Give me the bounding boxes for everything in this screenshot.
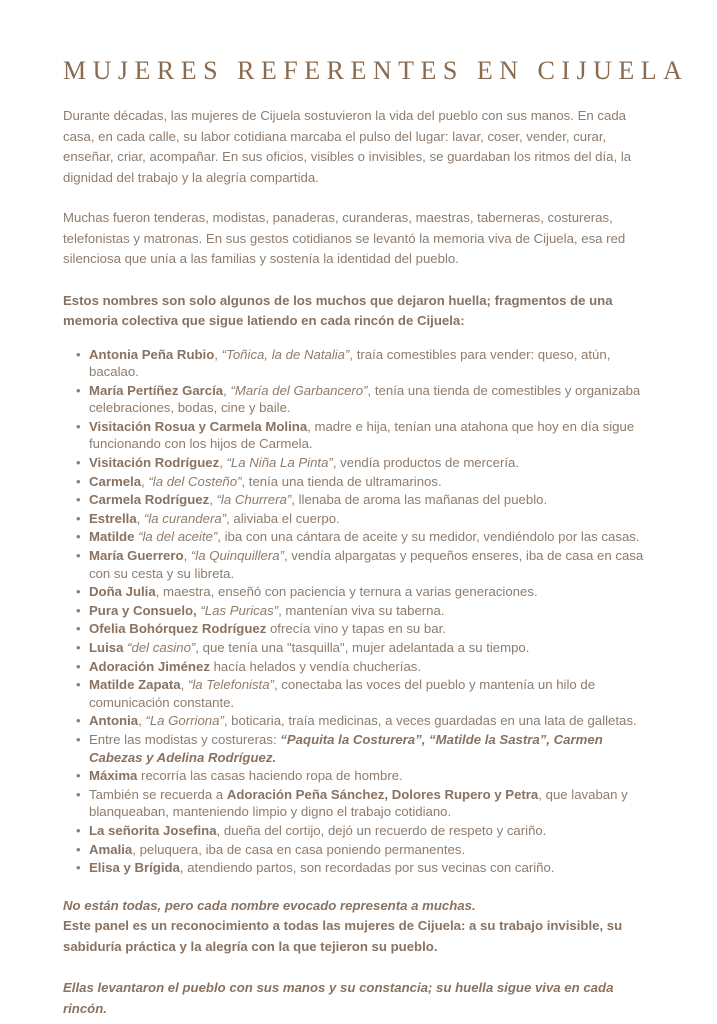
list-item-segment: , vendía productos de mercería. [332,455,520,471]
list-item-segment: , [223,382,231,398]
list-item-segment: , tenía una tienda de comestibles y organizaba celebraciones, bodas, cine y baile. [89,382,641,416]
list-item-segment: María Pertíñez García [89,382,224,398]
list-item [89,454,655,472]
list-item-segment: Pura y Consuelo, [89,602,197,618]
list-item [89,418,655,453]
list-item-segment: , llenaba de aroma las mañanas del pueblo. [291,492,548,508]
list-item-segment: , [214,346,222,362]
list-item-segment: Matilde [89,529,135,545]
list-item-segment: , [180,677,188,693]
list-lead-paragraph: Estos nombres son solo algunos de los muchos que dejaron huella; fragmentos de una memoria colectiva que sigue latiendo en cada rincón de Cijuela: [63,292,613,328]
intro-paragraph-1: Durante décadas, las mujeres de Cijuela sostuvieron la vida del pueblo con sus manos. En cada casa, en cada calle, su labor cotidiana marcaba el pulso del lugar: lavar, coser, vender, curar, enseñar, criar, acompañar. En sus oficios, visibles o invisibles, se guardaban los ritmos del día, la dignidad del trabajo y la alegría compartida. [63,108,632,185]
list-item [89,346,655,381]
list-item [89,658,655,676]
closing-statement-2: Este panel es un reconocimiento a todas las mujeres de Cijuela: a su trabajo invisible, su sabiduría práctica y la alegría con la que tejieron su pueblo. [63,918,623,954]
list-item [89,382,655,417]
list-item-segment: , dueña del cortijo, dejó un recuerdo de respeto y cariño. [216,822,547,838]
list-item-segment: , peluquera, iba de casa en casa poniendo permanentes. [132,841,466,857]
list-item-segment: , mantenían viva su taberna. [278,602,445,618]
list-item-segment: , atendiendo partos, son recordadas por sus vecinas con cariño. [179,860,555,876]
list-item-segment: , [183,548,191,564]
list-item-segment: Adoración Peña Sánchez, Dolores Rupero y Petra [226,786,539,802]
list-item-segment: hacía helados y vendía chucherías. [209,658,422,674]
list-item-segment: recorría las casas haciendo ropa de hombre. [137,768,403,784]
list-item [89,547,655,582]
list-item-segment: , [209,492,217,508]
list-item [89,731,655,766]
list-item-segment: Visitación Rosua y Carmela Molina [89,418,308,434]
list-item-segment: Entre las modistas y costureras: [89,731,281,747]
list-item-segment: , tenía una tienda de ultramarinos. [241,473,442,489]
names-list [63,346,655,877]
list-item-segment: ofrecía vino y tapas en su bar. [266,621,446,637]
list-item-segment: “Toñica, la de Natalia” [221,346,350,362]
list-item [89,786,655,821]
list-item-segment: Antonia [89,713,139,729]
list-item-segment: “Paquita la Costurera”, “Matilde la Sastra”, Carmen Cabezas y Adelina Rodríguez. [89,731,603,765]
list-item-segment: Luisa [89,640,124,655]
list-item-segment: , [136,510,144,526]
list-item-segment: Estrella [89,510,137,526]
list-item [89,491,655,509]
list-item-segment: “la Quinquillera” [190,548,284,564]
list-item-segment: Visitación Rodríguez [89,455,220,471]
intro-paragraph-2: Muchas fueron tenderas, modistas, panaderas, curanderas, maestras, taberneras, costureras, telefonistas y matronas. En sus gestos cotidianos se levantó la memoria viva de Cijuela, esa red silenciosa que unía a las familias y sostenía la identidad del pueblo. [63,210,626,266]
list-item-segment: , que lavaban y blanqueaban, manteniendo limpio y digno el trabajo cotidiano. [89,786,628,820]
list-item-segment: , boticaria, traía medicinas, a veces guardadas en una lata de galletas. [223,713,637,729]
list-item-segment: Antonia Peña Rubio [89,346,215,362]
list-item-segment: “del casino” [127,640,196,655]
list-item [89,528,655,546]
list-item [89,767,655,785]
list-item-segment: , [141,473,149,489]
list-item-segment: , vendía alpargatas y pequeños enseres, iba de casa en casa con su cesta y su libreta. [89,548,644,581]
list-item-segment: , madre e hija, tenían una atahona que hoy en día sigue funcionando con los hijos de Carmela. [89,418,635,452]
list-item-segment: “María del Garbancero” [230,382,368,398]
list-item-segment: “La Niña La Pinta” [226,455,333,471]
list-item-segment: “la Telefonista” [187,677,274,693]
list-item [89,473,655,491]
list-item-segment: “la Churrera” [216,492,292,508]
list-item [89,602,655,620]
list-item-segment: Carmela Rodríguez [89,492,210,508]
list-item-segment: “la curandera” [143,510,227,526]
closing-statement-3: Ellas levantaron el pueblo con sus manos y su constancia; su huella sigue viva en cada rincón. [63,980,614,1016]
list-item [89,859,655,877]
list-item [89,583,655,601]
list-item-segment: , que tenía una "tasquilla", mujer adelantada a su tiempo. [195,640,530,655]
list-item [89,639,655,657]
list-item-segment: , [138,713,146,729]
list-item [89,822,655,840]
list-item [89,620,655,638]
list-item [89,510,655,528]
list-item-segment: , [219,455,227,471]
list-item [89,841,655,859]
closing-statement-1: No están todas, pero cada nombre evocado representa a muchas. [63,897,476,913]
list-item-segment: “La Gorriona” [145,713,224,729]
list-item-segment: Doña Julia [89,584,156,600]
list-item-segment: , iba con una cántara de aceite y su medidor, vendiéndolo por las casas. [217,529,640,545]
list-item-segment: Máxima [89,768,138,784]
list-item-segment: Elisa y Brígida [89,860,180,876]
list-item-segment: La señorita Josefina [89,822,217,838]
page-title: MUJERES REFERENTES EN CIJUELA [63,56,689,85]
list-item-segment: , traía comestibles para vender: queso, atún, bacalao. [89,346,611,380]
list-item-segment: , aliviaba el cuerpo. [226,510,340,526]
list-item [89,712,655,730]
list-item-segment: “Las Puricas” [200,602,279,618]
list-item [89,676,655,711]
list-item-segment: Adoración Jiménez [89,658,210,674]
list-item-segment: Ofelia Bohórquez Rodríguez [89,621,267,637]
list-item-segment: También se recuerda a [89,786,227,802]
list-item-segment: , conectaba las voces del pueblo y mantenía un hilo de comunicación constante. [89,677,596,710]
list-item-segment: “la del aceite” [138,529,218,545]
list-item-segment: Matilde Zapata [89,677,181,693]
list-item-segment: María Guerrero [89,548,184,564]
list-item-segment: Carmela [89,473,142,489]
list-item-segment: “la del Costeño” [148,473,242,489]
list-item-segment: , maestra, enseñó con paciencia y ternura a varias generaciones. [155,584,538,600]
list-item-segment: Amalia [89,841,133,857]
